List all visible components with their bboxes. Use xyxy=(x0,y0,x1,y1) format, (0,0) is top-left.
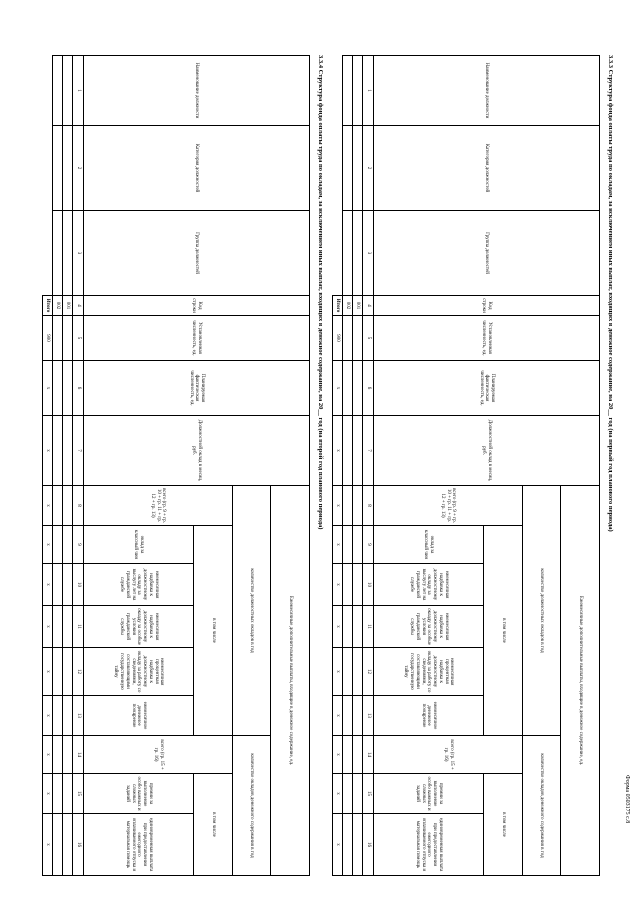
cell[interactable] xyxy=(53,526,63,564)
col-number: 13 xyxy=(363,696,374,736)
col-number: 11 xyxy=(73,606,84,648)
cell[interactable] xyxy=(63,564,73,606)
cell[interactable] xyxy=(53,211,63,296)
x-mark: x xyxy=(333,526,343,564)
header-class-rank: оклад за классный чин xyxy=(84,526,194,564)
salary-structure-table xyxy=(42,55,310,876)
header-total2: всего (гр. 15 + гр. 16) xyxy=(84,736,233,774)
cell[interactable] xyxy=(343,606,353,648)
header-col11: ежемесячная надбавка к должностному окладу за особые условия гражданской службы xyxy=(84,606,194,648)
header-col11: ежемесячная надбавка к должностному окладу за особые условия гражданской службы xyxy=(374,606,484,648)
col-number: 13 xyxy=(73,696,84,736)
header-category: Категория должностей xyxy=(84,126,310,211)
col-number: 8 xyxy=(73,486,84,526)
form-code: Форма 0503175 с.8 xyxy=(624,775,630,824)
cell[interactable] xyxy=(53,126,63,211)
x-mark: x xyxy=(43,696,53,736)
x-mark: x xyxy=(43,361,53,416)
cell[interactable] xyxy=(343,316,353,361)
header-name: Наименование должности xyxy=(84,56,310,126)
col-number: 8 xyxy=(363,486,374,526)
cell[interactable] xyxy=(63,774,73,814)
cell[interactable] xyxy=(343,696,353,736)
table-row xyxy=(63,56,73,876)
header-in-that: в том числе xyxy=(194,526,233,736)
header-col13: ежемесячное денежное поощрение xyxy=(374,696,484,736)
header-count-salaries: количество должностных окладов в год xyxy=(522,486,561,736)
col-number: 2 xyxy=(363,126,374,211)
row-code: 002 xyxy=(343,296,353,316)
cell[interactable] xyxy=(343,736,353,774)
col-number: 11 xyxy=(363,606,374,648)
cell[interactable] xyxy=(353,126,363,211)
col-number: 12 xyxy=(363,648,374,696)
header-salary: Должностной оклад в месяц, руб. xyxy=(84,416,310,486)
table-row xyxy=(53,56,63,876)
header-code: Код строки xyxy=(374,296,600,316)
x-mark: x xyxy=(333,416,343,486)
header-in-that-2: в том числе xyxy=(194,774,233,876)
header-group: Группа должностей xyxy=(84,211,310,296)
header-total2: всего (гр. 15 + гр. 16) xyxy=(374,736,523,774)
header-category: Категория должностей xyxy=(374,126,600,211)
header-class-rank: оклад за классный чин xyxy=(374,526,484,564)
header-salary: Должностной оклад в месяц, руб. xyxy=(374,416,600,486)
header-total-formula: всего (гр. 9 + гр. 10 + гр. 11 + гр. 12 + гр. 13) xyxy=(84,486,233,526)
header-count-content: количество окладов денежного содержания в год xyxy=(522,736,561,876)
x-mark: x xyxy=(43,774,53,814)
x-mark: x xyxy=(333,696,343,736)
col-number: 9 xyxy=(363,526,374,564)
cell[interactable] xyxy=(353,648,363,696)
header-staff: Установленная численность, ед. xyxy=(374,316,600,361)
x-mark: x xyxy=(43,416,53,486)
cell[interactable] xyxy=(53,696,63,736)
header-col10: ежемесячная надбавка к должностному окладу за выслугу лет на гражданской службе xyxy=(84,564,194,606)
col-number: 3 xyxy=(363,211,374,296)
x-mark: x xyxy=(333,774,343,814)
x-mark: x xyxy=(333,606,343,648)
cell[interactable] xyxy=(63,126,73,211)
x-mark: x xyxy=(43,564,53,606)
col-number: 14 xyxy=(363,736,374,774)
cell[interactable] xyxy=(353,211,363,296)
salary-structure-table xyxy=(332,55,600,876)
header-col15: премии за выполнение особо важных и сложных заданий xyxy=(84,774,194,814)
cell[interactable] xyxy=(63,736,73,774)
cell[interactable] xyxy=(343,361,353,416)
cell[interactable] xyxy=(343,211,353,296)
col-number: 15 xyxy=(73,774,84,814)
cell[interactable] xyxy=(343,416,353,486)
cell[interactable] xyxy=(53,774,63,814)
cell[interactable] xyxy=(53,361,63,416)
section-title: 3.3.3 Структура фонда оплаты труда по окладам, за исключением иных выплат, входящих в денежное содержание, на 20__ год (на первый год планового периода) xyxy=(607,55,614,532)
header-count-salaries: количество должностных окладов в год xyxy=(232,486,271,736)
cell[interactable] xyxy=(53,486,63,526)
col-number: 2 xyxy=(73,126,84,211)
col-number: 4 xyxy=(363,296,374,316)
col-number: 6 xyxy=(363,361,374,416)
cell[interactable] xyxy=(63,211,73,296)
cell[interactable] xyxy=(63,696,73,736)
cell[interactable] xyxy=(353,316,363,361)
cell[interactable] xyxy=(353,606,363,648)
cell[interactable] xyxy=(343,126,353,211)
header-total-formula: всего (гр. 9 + гр. 10 + гр. 11 + гр. 12 + гр. 13) xyxy=(374,486,523,526)
cell[interactable] xyxy=(353,361,363,416)
x-mark: x xyxy=(333,814,343,876)
col-number: 15 xyxy=(363,774,374,814)
header-in-that: в том числе xyxy=(484,526,523,736)
cell[interactable] xyxy=(353,416,363,486)
row-code: 002 xyxy=(53,296,63,316)
table-row-total xyxy=(43,56,53,876)
x-mark: x xyxy=(43,606,53,648)
row-code: 900 xyxy=(333,316,343,361)
header-extra-group: Ежемесячные дополнительные выплаты, входящие в денежное содержание, ед. xyxy=(561,486,600,876)
cell[interactable] xyxy=(343,526,353,564)
cell[interactable] xyxy=(63,648,73,696)
x-mark: x xyxy=(333,486,343,526)
section-title: 3.3.4 Структура фонда оплаты труда по окладам, за исключением иных выплат, входящих в денежное содержание, на 20__ год (на второй год планового периода) xyxy=(317,55,324,530)
table-row-total xyxy=(333,56,343,876)
cell[interactable] xyxy=(63,416,73,486)
col-number: 14 xyxy=(73,736,84,774)
x-mark: x xyxy=(43,486,53,526)
header-col12: ежемесячная процентная надбавка к должностному окладу за работу со сведениями, составляющими государственную тайну xyxy=(84,648,194,696)
cell[interactable] xyxy=(63,56,73,126)
x-mark: x xyxy=(333,648,343,696)
cell[interactable] xyxy=(63,486,73,526)
cell[interactable] xyxy=(343,564,353,606)
header-planned: Планируемая фактическая численность, ед. xyxy=(374,361,600,416)
header-group: Группа должностей xyxy=(374,211,600,296)
col-number: 10 xyxy=(363,564,374,606)
col-number: 7 xyxy=(73,416,84,486)
col-number: 12 xyxy=(73,648,84,696)
x-mark: x xyxy=(43,736,53,774)
cell[interactable] xyxy=(343,814,353,876)
cell[interactable] xyxy=(353,696,363,736)
cell[interactable] xyxy=(63,814,73,876)
section-3-3-3 xyxy=(332,55,614,875)
cell[interactable] xyxy=(353,526,363,564)
col-number: 6 xyxy=(73,361,84,416)
cell[interactable] xyxy=(63,606,73,648)
x-mark: x xyxy=(333,736,343,774)
header-col12: ежемесячная процентная надбавка к должностному окладу за работу со сведениями, составляющими государственную тайну xyxy=(374,648,484,696)
cell[interactable] xyxy=(353,564,363,606)
col-number: 1 xyxy=(73,56,84,126)
table-row xyxy=(353,56,363,876)
col-number: 7 xyxy=(363,416,374,486)
x-mark: x xyxy=(43,526,53,564)
cell[interactable] xyxy=(353,736,363,774)
col-number: 4 xyxy=(73,296,84,316)
cell[interactable] xyxy=(343,486,353,526)
header-planned: Планируемая фактическая численность, ед. xyxy=(84,361,310,416)
cell[interactable] xyxy=(63,526,73,564)
section-3-3-4 xyxy=(42,55,324,875)
x-mark: x xyxy=(43,648,53,696)
header-col16: единовременная выплата при предоставлении ежегодного оплачиваемого отпуска и материальная помощь xyxy=(374,814,484,876)
x-mark: x xyxy=(333,564,343,606)
header-col10: ежемесячная надбавка к должностному окладу за выслугу лет на гражданской службе xyxy=(374,564,484,606)
col-number: 9 xyxy=(73,526,84,564)
cell[interactable] xyxy=(353,56,363,126)
cell[interactable] xyxy=(353,774,363,814)
header-col13: ежемесячное денежное поощрение xyxy=(84,696,194,736)
col-number: 5 xyxy=(73,316,84,361)
cell[interactable] xyxy=(53,814,63,876)
header-count-content: количество окладов денежного содержания в год xyxy=(232,736,271,876)
cell[interactable] xyxy=(53,56,63,126)
table-row xyxy=(343,56,353,876)
header-name: Наименование должности xyxy=(374,56,600,126)
cell[interactable] xyxy=(63,361,73,416)
header-in-that-2: в том числе xyxy=(484,774,523,876)
col-number: 3 xyxy=(73,211,84,296)
header-extra-group: Ежемесячные дополнительные выплаты, входящие в денежное содержание, ед. xyxy=(271,486,310,876)
cell[interactable] xyxy=(63,316,73,361)
header-staff: Установленная численность, ед. xyxy=(84,316,310,361)
cell[interactable] xyxy=(53,564,63,606)
cell[interactable] xyxy=(343,648,353,696)
total-label: Итого xyxy=(333,296,343,316)
cell[interactable] xyxy=(53,648,63,696)
row-code: 001 xyxy=(353,296,363,316)
x-mark: x xyxy=(333,361,343,416)
col-number: 10 xyxy=(73,564,84,606)
col-number: 16 xyxy=(73,814,84,876)
col-number: 16 xyxy=(363,814,374,876)
cell[interactable] xyxy=(343,774,353,814)
cell[interactable] xyxy=(353,486,363,526)
row-code: 900 xyxy=(43,316,53,361)
header-col15: премии за выполнение особо важных и сложных заданий xyxy=(374,774,484,814)
col-number: 1 xyxy=(363,56,374,126)
col-number: 5 xyxy=(363,316,374,361)
header-col16: единовременная выплата при предоставлении ежегодного оплачиваемого отпуска и материальная помощь xyxy=(84,814,194,876)
cell[interactable] xyxy=(343,56,353,126)
x-mark: x xyxy=(43,814,53,876)
cell[interactable] xyxy=(353,814,363,876)
header-code: Код строки xyxy=(84,296,310,316)
cell[interactable] xyxy=(53,606,63,648)
total-label: Итого xyxy=(43,296,53,316)
row-code: 001 xyxy=(63,296,73,316)
cell[interactable] xyxy=(53,416,63,486)
cell[interactable] xyxy=(53,316,63,361)
cell[interactable] xyxy=(53,736,63,774)
